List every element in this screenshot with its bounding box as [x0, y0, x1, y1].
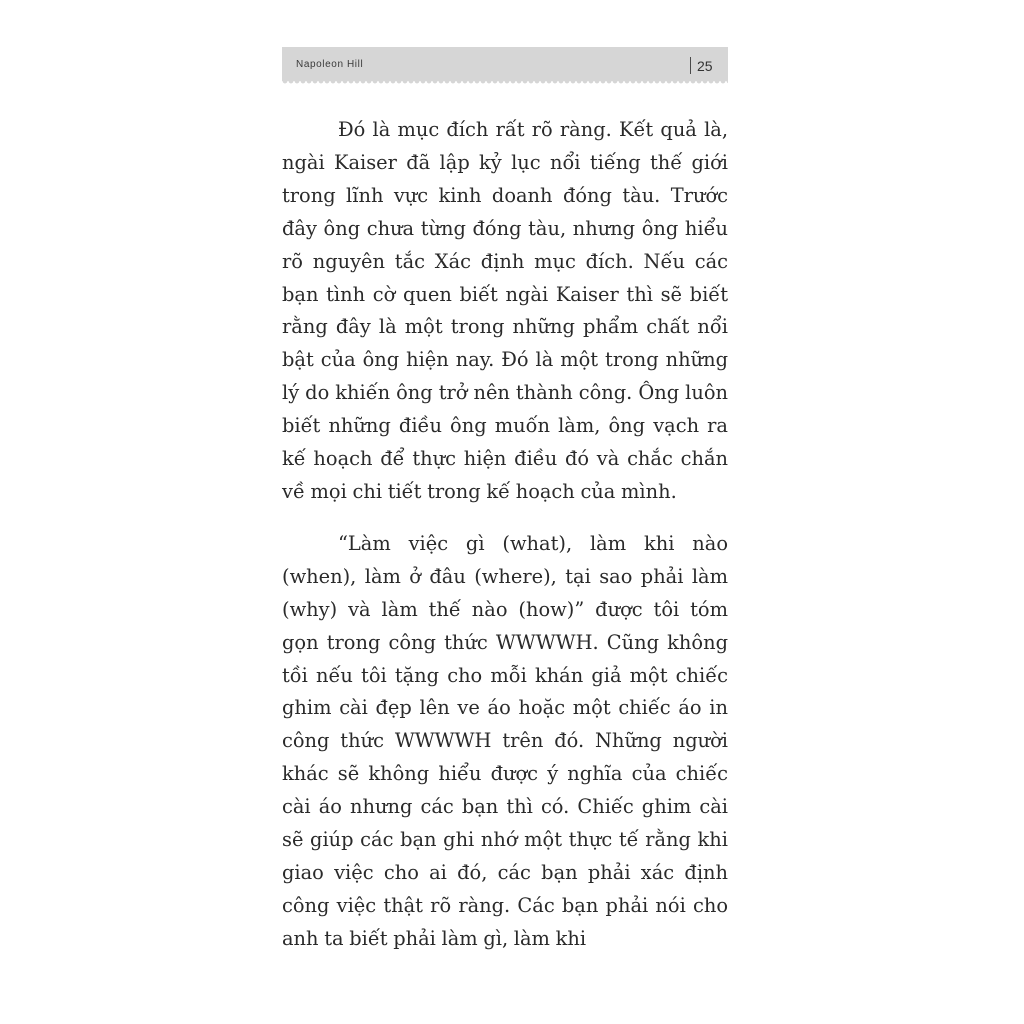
header-divider — [690, 57, 691, 74]
body-text — [282, 114, 728, 956]
header-author: Napoleon Hill — [296, 59, 364, 70]
running-header — [282, 47, 728, 81]
paragraph-1: Đó là mục đích rất rõ ràng. Kết quả là, ngài Kaiser đã lập kỷ lục nổi tiếng thế giới trong lĩnh vực kinh doanh đóng tàu. Trước đây ông chưa từng đóng tàu, nhưng ông hiểu rõ nguyên tắc Xác định mục đích. Nếu các bạn tình cờ quen biết ngài Kaiser thì sẽ biết rằng đây là một trong những phẩm chất nổi bật của ông hiện nay. Đó là một trong những lý do khiến ông trở nên thành công. Ông luôn biết những điều ông muốn làm, ông vạch ra kế hoạch để thực hiện điều đó và chắc chắn về mọi chi tiết trong kế hoạch của mình. — [282, 118, 728, 503]
page-number: 25 — [697, 58, 713, 74]
paragraph-2: “Làm việc gì (what), làm khi nào (when), làm ở đâu (where), tại sao phải làm (why) và làm thế nào (how)” được tôi tóm gọn trong công thức WWWWH. Cũng không tồi nếu tôi tặng cho mỗi khán giả một chiếc ghim cài đẹp lên ve áo hoặc một chiếc áo in công thức WWWWH trên đó. Những người khác sẽ không hiểu được ý nghĩa của chiếc cài áo nhưng các bạn thì có. Chiếc ghim cài sẽ giúp các bạn ghi nhớ một thực tế rằng khi giao việc cho ai đó, các bạn phải xác định công việc thật rõ ràng. Các bạn phải nói cho anh ta biết phải làm gì, làm khi — [282, 531, 728, 950]
